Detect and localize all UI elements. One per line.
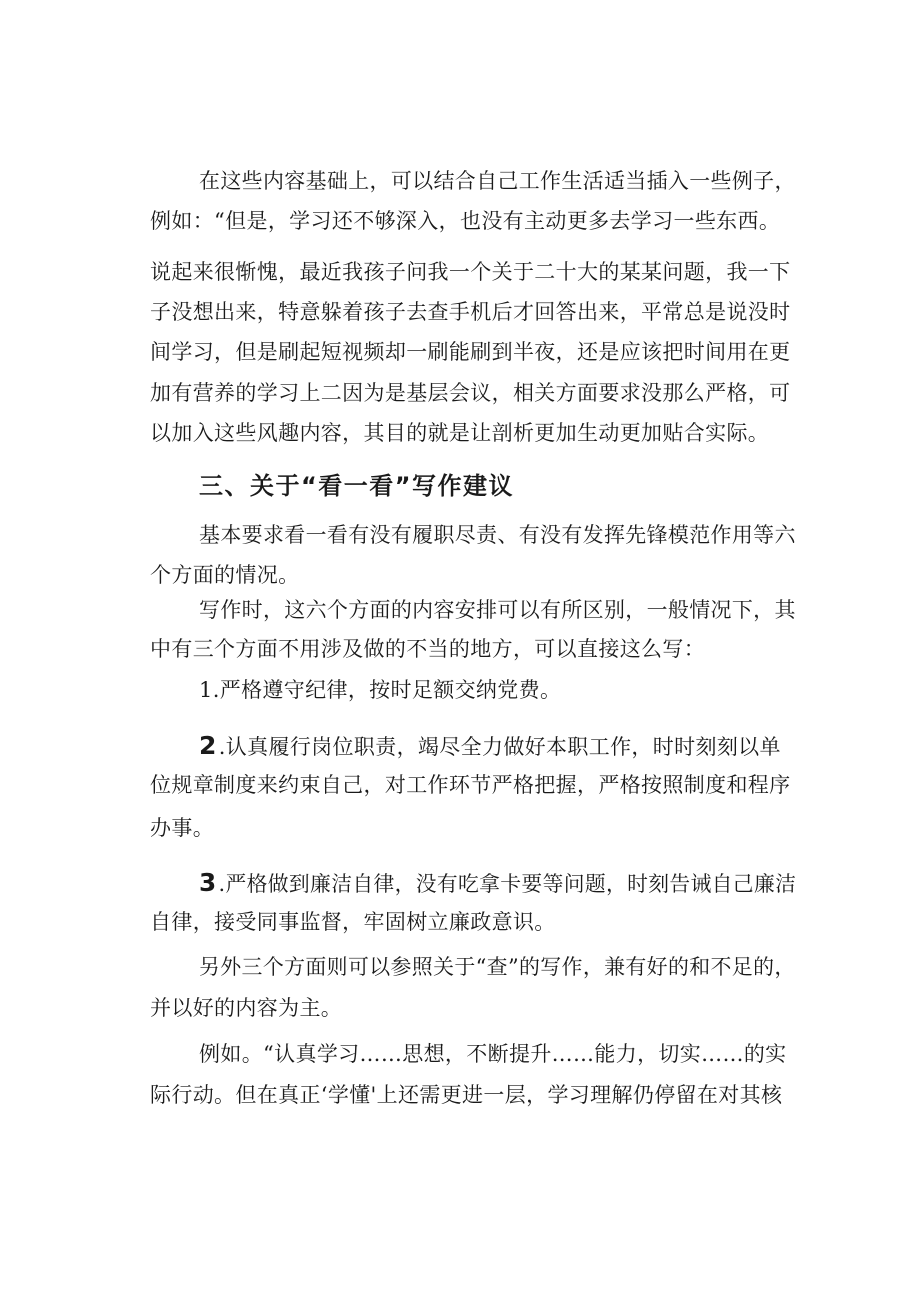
list-item-text: .严格做到廉洁自律，没有吃拿卡要等问题，时刻告诫自己廉洁 <box>218 872 797 896</box>
paragraph-line: 个方面的情况。 <box>150 563 300 587</box>
list-item-3 <box>199 870 796 895</box>
paragraph-line: 例如：“但是，学习还不够深入，也没有主动更多去学习一些东西。 <box>150 209 781 233</box>
paragraph-line: 以加入这些风趣内容，其目的就是让剖析更加生动更加贴合实际。 <box>150 421 770 445</box>
paragraph-line: 基本要求看一看有没有履职尽责、有没有发挥先锋模范作用等六 <box>199 523 796 547</box>
paragraph-line: 加有营养的学习上二因为是基层会议，相关方面要求没那么严格，可 <box>150 381 791 405</box>
paragraph-line: 间学习，但是刷起短视频却一刷能刷到半夜，还是应该把时间用在更 <box>150 340 791 364</box>
paragraph-line: 位规章制度来约束自己，对工作环节严格把握，严格按照制度和程序 <box>150 773 791 797</box>
paragraph-line: 办事。 <box>150 816 215 840</box>
list-item-text: .认真履行岗位职责，竭尽全力做好本职工作，时时刻刻以单 <box>218 735 781 759</box>
paragraph-line: 在这些内容基础上，可以结合自己工作生活适当插入一些例子， <box>199 169 796 193</box>
paragraph-line: 子没想出来，特意躲着孩子去查手机后才回答出来，平常总是说没时 <box>150 300 791 324</box>
section-heading: 三、关于“看一看”写作建议 <box>199 472 515 500</box>
list-item-1: 1.严格遵守纪律，按时足额交纳党费。 <box>199 678 562 702</box>
paragraph-line: 际行动。但在真正‘学懂'上还需更进一层，学习理解仍停留在对其核 <box>150 1083 783 1107</box>
paragraph-line: 另外三个方面则可以参照关于“查”的写作，兼有好的和不足的， <box>199 955 796 979</box>
paragraph-line: 写作时，这六个方面的内容安排可以有所区别，一般情况下，其 <box>199 598 796 622</box>
paragraph-line: 说起来很惭愧，最近我孩子问我一个关于二十大的某某问题，我一下 <box>150 260 791 284</box>
list-item-2 <box>199 733 781 758</box>
paragraph-line: 中有三个方面不用涉及做的不当的地方，可以直接这么写： <box>150 637 706 661</box>
paragraph-line: 自律，接受同事监督，牢固树立廉政意识。 <box>150 910 556 934</box>
paragraph-line: 例如。“认真学习……思想，不断提升……能力，切实……的实 <box>199 1042 787 1066</box>
list-item-number: 2 <box>199 731 217 760</box>
paragraph-line: 并以好的内容为主。 <box>150 996 343 1020</box>
list-item-number: 3 <box>199 868 217 897</box>
